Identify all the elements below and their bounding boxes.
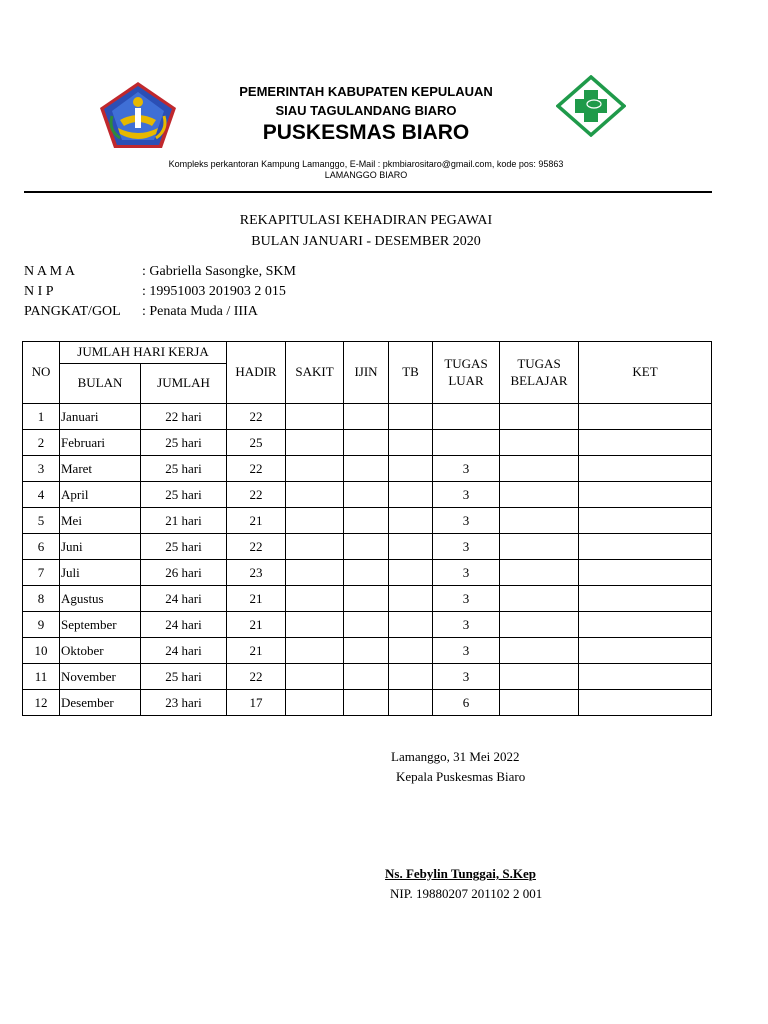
cell-hadir: 22 — [227, 664, 286, 690]
cell-ijin — [344, 612, 389, 638]
cell-tb — [389, 560, 433, 586]
cell-hadir: 22 — [227, 482, 286, 508]
cell-tugas-luar: 3 — [433, 612, 500, 638]
cell-ket — [579, 690, 712, 716]
cell-ket — [579, 638, 712, 664]
cell-hadir: 21 — [227, 638, 286, 664]
cell-no: 10 — [23, 638, 60, 664]
cell-tugas-belajar — [500, 534, 579, 560]
cell-ket — [579, 482, 712, 508]
cell-no: 6 — [23, 534, 60, 560]
attendance-table — [22, 341, 712, 716]
cell-tb — [389, 586, 433, 612]
cell-tugas-belajar — [500, 456, 579, 482]
table-row — [23, 430, 712, 456]
cell-no: 2 — [23, 430, 60, 456]
header-ket: KET — [579, 342, 712, 404]
cell-tugas-luar: 3 — [433, 456, 500, 482]
cell-hadir: 22 — [227, 456, 286, 482]
info-nama-value: : Gabriella Sasongke, SKM — [142, 264, 296, 279]
cell-bulan: Desember — [60, 690, 141, 716]
cell-hadir: 17 — [227, 690, 286, 716]
cell-jumlah: 24 hari — [141, 638, 227, 664]
puskesmas-green-cross-logo — [556, 75, 626, 137]
cell-ijin — [344, 482, 389, 508]
cell-tugas-belajar — [500, 560, 579, 586]
info-nama — [24, 264, 296, 280]
table-row — [23, 612, 712, 638]
cell-bulan: Mei — [60, 508, 141, 534]
cell-tugas-luar: 6 — [433, 690, 500, 716]
cell-ket — [579, 456, 712, 482]
header-address: Kompleks perkantoran Kampung Lamanggo, E-Mail : pkmbiarositaro@gmail.com, kode pos: 95863 — [168, 159, 564, 169]
cell-sakit — [286, 508, 344, 534]
header-tugas-belajar: TUGAS BELAJAR — [500, 342, 579, 404]
info-nip — [24, 284, 286, 300]
info-nama-label: N A M A — [24, 264, 75, 279]
cell-no: 11 — [23, 664, 60, 690]
table-row — [23, 404, 712, 430]
cell-no: 5 — [23, 508, 60, 534]
cell-hadir: 21 — [227, 508, 286, 534]
cell-sakit — [286, 690, 344, 716]
table-row — [23, 664, 712, 690]
cell-ket — [579, 430, 712, 456]
cell-tugas-belajar — [500, 664, 579, 690]
cell-tb — [389, 508, 433, 534]
cell-tb — [389, 612, 433, 638]
cell-ijin — [344, 690, 389, 716]
cell-tugas-belajar — [500, 586, 579, 612]
document-title: REKAPITULASI KEHADIRAN PEGAWAI — [239, 213, 493, 228]
cell-ijin — [344, 430, 389, 456]
cell-no: 3 — [23, 456, 60, 482]
cell-jumlah: 25 hari — [141, 482, 227, 508]
cell-bulan: Maret — [60, 456, 141, 482]
cell-ijin — [344, 638, 389, 664]
cell-tugas-luar: 3 — [433, 638, 500, 664]
cell-jumlah: 26 hari — [141, 560, 227, 586]
cell-hadir: 22 — [227, 404, 286, 430]
cell-ijin — [344, 664, 389, 690]
cell-tugas-luar: 3 — [433, 482, 500, 508]
cell-jumlah: 25 hari — [141, 430, 227, 456]
cell-sakit — [286, 430, 344, 456]
cell-sakit — [286, 638, 344, 664]
regency-coat-of-arms-logo — [98, 80, 178, 150]
cell-sakit — [286, 456, 344, 482]
cell-jumlah: 24 hari — [141, 612, 227, 638]
header-jumlah: JUMLAH — [141, 364, 227, 404]
signature-name: Ns. Febylin Tunggai, S.Kep — [385, 866, 536, 881]
header-tugas-luar: TUGAS LUAR — [433, 342, 500, 404]
cell-tb — [389, 690, 433, 716]
header-ijin: IJIN — [344, 342, 389, 404]
cell-jumlah: 21 hari — [141, 508, 227, 534]
header-hadir: HADIR — [227, 342, 286, 404]
header-divider — [24, 191, 712, 193]
header-tb: TB — [389, 342, 433, 404]
cell-tugas-belajar — [500, 690, 579, 716]
cell-ijin — [344, 456, 389, 482]
cell-tugas-luar: 3 — [433, 508, 500, 534]
cell-bulan: Juni — [60, 534, 141, 560]
cell-jumlah: 22 hari — [141, 404, 227, 430]
header-title: PUSKESMAS BIARO — [262, 121, 470, 144]
cell-no: 7 — [23, 560, 60, 586]
cell-tb — [389, 430, 433, 456]
cell-bulan: Januari — [60, 404, 141, 430]
header-line2: SIAU TAGULANDANG BIARO — [275, 103, 457, 118]
cell-no: 8 — [23, 586, 60, 612]
signature-position: Kepala Puskesmas Biaro — [396, 769, 526, 784]
header-jumlah-hari-kerja: JUMLAH HARI KERJA — [60, 342, 227, 364]
cell-hadir: 22 — [227, 534, 286, 560]
cell-ijin — [344, 560, 389, 586]
cell-jumlah: 25 hari — [141, 456, 227, 482]
cell-tugas-belajar — [500, 430, 579, 456]
signature-place-date: Lamanggo, 31 Mei 2022 — [391, 749, 520, 764]
cell-sakit — [286, 612, 344, 638]
table-row — [23, 482, 712, 508]
cell-tugas-luar: 3 — [433, 534, 500, 560]
header-bulan: BULAN — [60, 364, 141, 404]
cell-tugas-belajar — [500, 612, 579, 638]
cell-hadir: 21 — [227, 586, 286, 612]
info-nip-value: : 19951003 201903 2 015 — [142, 284, 286, 299]
cell-ket — [579, 586, 712, 612]
cell-jumlah: 25 hari — [141, 534, 227, 560]
cell-sakit — [286, 534, 344, 560]
table-row — [23, 560, 712, 586]
cell-tugas-luar: 3 — [433, 560, 500, 586]
cell-ijin — [344, 534, 389, 560]
cell-jumlah: 24 hari — [141, 586, 227, 612]
cell-ket — [579, 612, 712, 638]
cell-jumlah: 23 hari — [141, 690, 227, 716]
cell-sakit — [286, 664, 344, 690]
cell-tb — [389, 404, 433, 430]
cell-sakit — [286, 560, 344, 586]
cell-hadir: 21 — [227, 612, 286, 638]
cell-tb — [389, 482, 433, 508]
cell-hadir: 23 — [227, 560, 286, 586]
cell-sakit — [286, 404, 344, 430]
cell-bulan: Agustus — [60, 586, 141, 612]
cell-ket — [579, 534, 712, 560]
cell-bulan: Oktober — [60, 638, 141, 664]
cell-bulan: November — [60, 664, 141, 690]
info-pangkat-value: : Penata Muda / IIIA — [142, 304, 258, 319]
cell-hadir: 25 — [227, 430, 286, 456]
cell-ijin — [344, 508, 389, 534]
cell-sakit — [286, 586, 344, 612]
info-nip-label: N I P — [24, 284, 54, 299]
cell-tugas-belajar — [500, 508, 579, 534]
header-address-city: LAMANGGO BIARO — [324, 170, 408, 180]
table-row — [23, 456, 712, 482]
document-period: BULAN JANUARI - DESEMBER 2020 — [251, 234, 481, 249]
cell-tugas-belajar — [500, 404, 579, 430]
cell-ket — [579, 508, 712, 534]
cell-tugas-luar: 3 — [433, 586, 500, 612]
header-no: NO — [23, 342, 60, 404]
header-line1: PEMERINTAH KABUPATEN KEPULAUAN — [239, 84, 493, 99]
table-row — [23, 690, 712, 716]
header-sakit: SAKIT — [286, 342, 344, 404]
cell-tugas-luar: 3 — [433, 664, 500, 690]
cell-tugas-belajar — [500, 482, 579, 508]
cell-no: 12 — [23, 690, 60, 716]
cell-jumlah: 25 hari — [141, 664, 227, 690]
info-pangkat — [24, 304, 258, 320]
cell-tugas-luar — [433, 430, 500, 456]
cell-bulan: September — [60, 612, 141, 638]
cell-bulan: April — [60, 482, 141, 508]
cell-no: 1 — [23, 404, 60, 430]
cell-no: 4 — [23, 482, 60, 508]
table-row — [23, 508, 712, 534]
cell-tb — [389, 534, 433, 560]
cell-ket — [579, 404, 712, 430]
signature-nip: NIP. 19880207 201102 2 001 — [390, 886, 543, 901]
table-row — [23, 638, 712, 664]
cell-tb — [389, 456, 433, 482]
cell-tb — [389, 664, 433, 690]
table-row — [23, 534, 712, 560]
table-row — [23, 586, 712, 612]
info-pangkat-label: PANGKAT/GOL — [24, 304, 121, 319]
cell-ijin — [344, 586, 389, 612]
cell-bulan: Februari — [60, 430, 141, 456]
cell-bulan: Juli — [60, 560, 141, 586]
cell-tugas-luar — [433, 404, 500, 430]
cell-ket — [579, 664, 712, 690]
cell-tugas-belajar — [500, 638, 579, 664]
cell-sakit — [286, 482, 344, 508]
cell-ijin — [344, 404, 389, 430]
cell-ket — [579, 560, 712, 586]
cell-no: 9 — [23, 612, 60, 638]
cell-tb — [389, 638, 433, 664]
